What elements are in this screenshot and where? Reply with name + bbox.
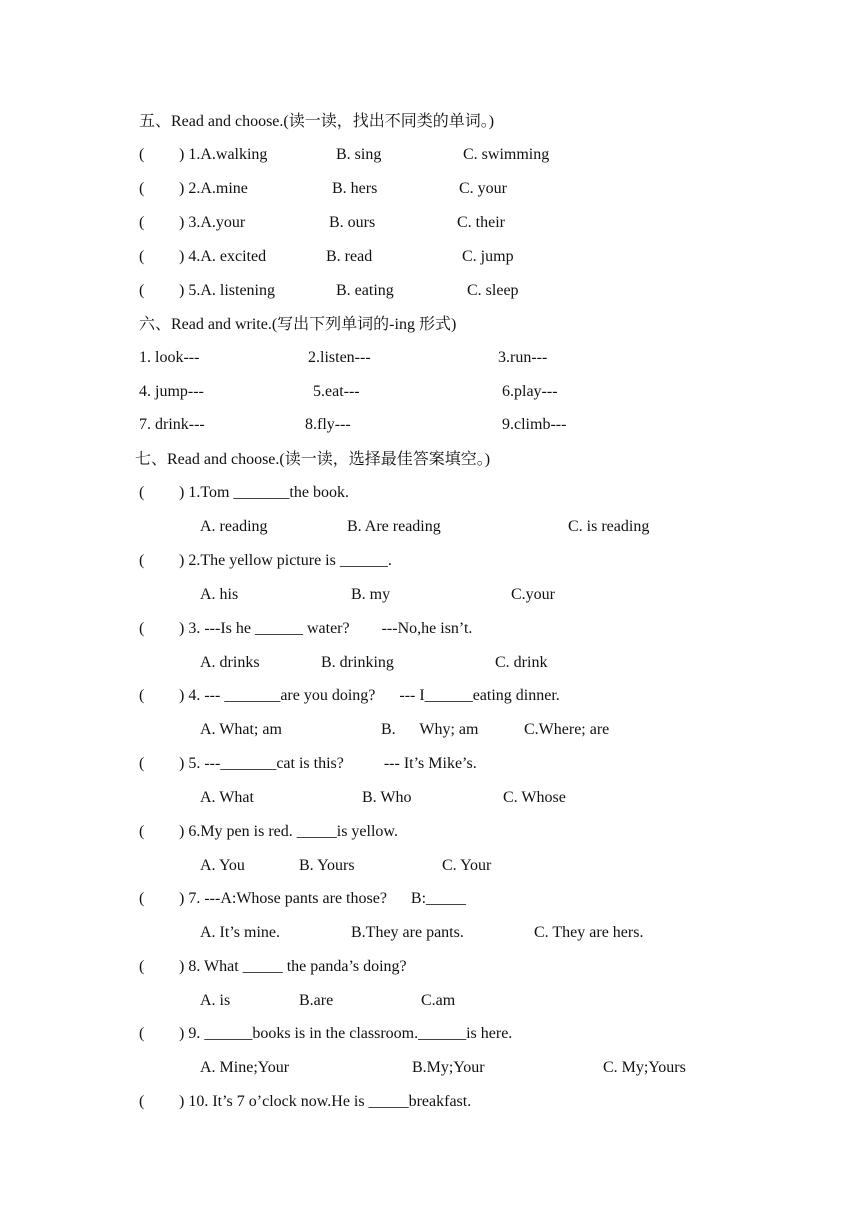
- option-c: C. They are hers.: [534, 924, 644, 941]
- word-item: 6.play---: [502, 383, 558, 400]
- answer-blank[interactable]: (: [139, 248, 145, 265]
- question-text: ) 6.My pen is red. _____is yellow.: [179, 823, 398, 840]
- option-a: A. You: [200, 857, 245, 874]
- option-b: B. eating: [336, 282, 394, 299]
- option-c: C.your: [511, 586, 555, 603]
- option-a: A. What; am: [200, 721, 282, 738]
- option-a: A. reading: [200, 518, 268, 535]
- option-c: C.Where; are: [524, 721, 610, 738]
- section-7-title: 七、Read and choose.(读一读，选择最佳答案填空。): [135, 451, 491, 468]
- answer-blank[interactable]: (: [139, 1093, 145, 1110]
- option-c: C. jump: [462, 248, 514, 265]
- question-text: ) 4. --- _______are you doing? --- I______eating dinner.: [179, 687, 560, 704]
- question-label: ) 3.A.your: [179, 214, 246, 231]
- answer-blank[interactable]: (: [139, 1025, 145, 1042]
- word-item: 7. drink---: [139, 416, 205, 433]
- option-c: C. Your: [442, 857, 492, 874]
- option-b: B. read: [326, 248, 373, 265]
- option-c: C. Whose: [503, 789, 566, 806]
- section-5-title: 五、Read and choose.(读一读，找出不同类的单词。): [139, 113, 495, 130]
- word-item: 1. look---: [139, 349, 200, 366]
- option-b: B.are: [299, 992, 334, 1009]
- option-c: C. your: [459, 180, 507, 197]
- question-label: ) 5.A. listening: [179, 282, 275, 299]
- answer-blank[interactable]: (: [139, 890, 145, 907]
- question-text: ) 1.Tom _______the book.: [179, 484, 349, 501]
- word-item: 5.eat---: [313, 383, 360, 400]
- word-item: 2.listen---: [308, 349, 371, 366]
- question-text: ) 7. ---A:Whose pants are those? B:_____: [179, 890, 467, 907]
- word-item: 9.climb---: [502, 416, 567, 433]
- option-b: B.My;Your: [412, 1059, 485, 1076]
- question-text: ) 2.The yellow picture is ______.: [179, 552, 392, 569]
- answer-blank[interactable]: (: [139, 958, 145, 975]
- option-c: C. swimming: [463, 146, 550, 163]
- question-label: ) 4.A. excited: [179, 248, 267, 265]
- option-b: B. drinking: [321, 654, 394, 671]
- answer-blank[interactable]: (: [139, 214, 145, 231]
- option-c: C. is reading: [568, 518, 650, 535]
- word-item: 8.fly---: [305, 416, 351, 433]
- option-c: C. drink: [495, 654, 548, 671]
- option-c: C. sleep: [467, 282, 519, 299]
- option-a: A. drinks: [200, 654, 260, 671]
- option-a: A. It’s mine.: [200, 924, 280, 941]
- option-b: B.They are pants.: [351, 924, 464, 941]
- option-b: B. Who: [362, 789, 412, 806]
- option-b: B. Yours: [299, 857, 355, 874]
- answer-blank[interactable]: (: [139, 552, 145, 569]
- answer-blank[interactable]: (: [139, 484, 145, 501]
- option-b: B. Are reading: [347, 518, 441, 535]
- answer-blank[interactable]: (: [139, 687, 145, 704]
- answer-blank[interactable]: (: [139, 823, 145, 840]
- answer-blank[interactable]: (: [139, 620, 145, 637]
- option-a: A. Mine;Your: [200, 1059, 290, 1076]
- answer-blank[interactable]: (: [139, 755, 145, 772]
- section-6-title: 六、Read and write.(写出下列单词的-ing 形式): [139, 316, 457, 333]
- word-item: 3.run---: [498, 349, 548, 366]
- option-a: A. his: [200, 586, 239, 603]
- question-text: ) 8. What _____ the panda’s doing?: [179, 958, 407, 975]
- question-label: ) 1.A.walking: [179, 146, 268, 163]
- option-a: A. What: [200, 789, 254, 806]
- option-b: B. sing: [336, 146, 382, 163]
- option-c: C. My;Yours: [603, 1059, 686, 1076]
- option-c: C. their: [457, 214, 505, 231]
- option-b: B. Why; am: [381, 721, 479, 738]
- question-text: ) 3. ---Is he ______ water? ---No,he isn’t.: [179, 620, 473, 637]
- question-text: ) 5. ---_______cat is this? --- It’s Mike’s.: [179, 755, 477, 772]
- answer-blank[interactable]: (: [139, 180, 145, 197]
- answer-blank[interactable]: (: [139, 282, 145, 299]
- option-b: B. my: [351, 586, 391, 603]
- option-a: A. is: [200, 992, 231, 1009]
- option-b: B. hers: [332, 180, 378, 197]
- option-b: B. ours: [329, 214, 376, 231]
- word-item: 4. jump---: [139, 383, 204, 400]
- question-text: ) 10. It’s 7 o’clock now.He is _____breakfast.: [179, 1093, 472, 1110]
- answer-blank[interactable]: (: [139, 146, 145, 163]
- option-c: C.am: [421, 992, 456, 1009]
- question-text: ) 9. ______books is in the classroom.______is here.: [179, 1025, 513, 1042]
- question-label: ) 2.A.mine: [179, 180, 248, 197]
